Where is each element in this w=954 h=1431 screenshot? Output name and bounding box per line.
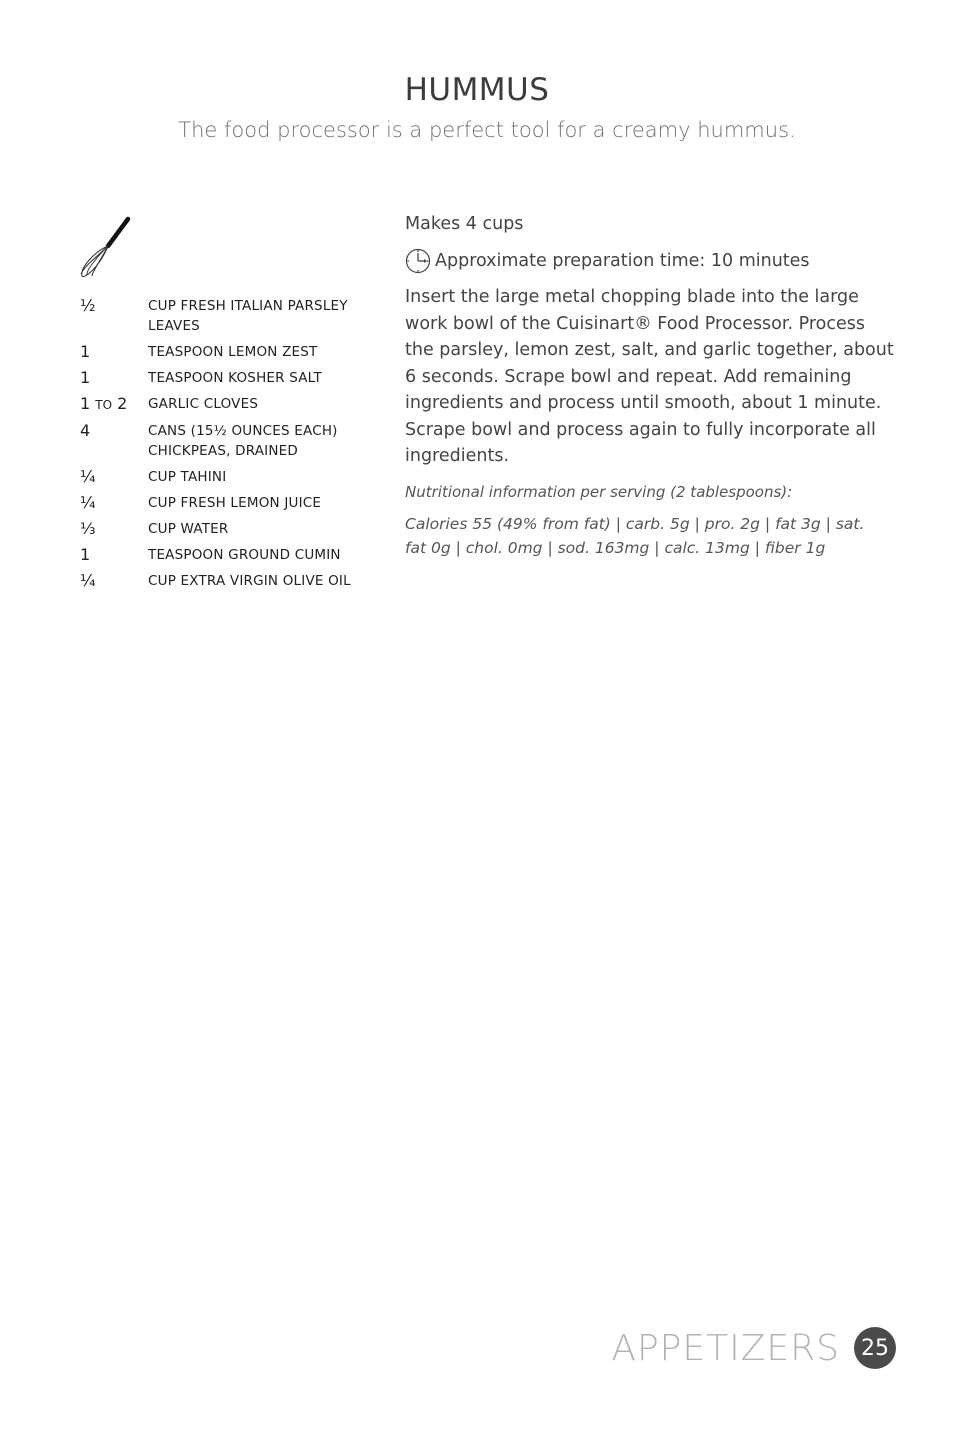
recipe-title: HUMMUS — [404, 72, 550, 108]
ingredient-row — [80, 368, 380, 388]
section-name: APPETIZERS — [611, 1327, 840, 1369]
ingredient-row — [80, 394, 380, 415]
ingredient-item: CUP TAHINI — [148, 469, 227, 485]
ingredient-qty: ⅓ — [80, 519, 96, 538]
ingredient-row — [80, 421, 380, 461]
ingredient-qty: ½ — [80, 296, 96, 315]
ingredient-row — [80, 342, 380, 362]
qty-min: 1 — [80, 394, 91, 413]
instructions: Insert the large metal chopping blade into the large work bowl of the Cuisinart® Food Processor. Process the parsley, lemon zest, salt, and garlic together, about 6 seconds. Scrape bowl and repeat. Add remaining ingredients and process until smooth, about 1 minute. Scrape bowl and process again to fully incorporate all ingredients. — [405, 287, 894, 466]
ingredient-item: CUP EXTRA VIRGIN OLIVE OIL — [148, 573, 351, 589]
ingredient-row — [80, 467, 380, 487]
ingredient-qty: 1 — [80, 545, 91, 564]
ingredient-item: CUP WATER — [148, 521, 229, 537]
ingredient-list — [80, 296, 380, 597]
ingredient-qty: 1 — [80, 368, 91, 387]
ingredient-item: GARLIC CLOVES — [148, 396, 259, 412]
ingredient-item: TEASPOON GROUND CUMIN — [148, 547, 341, 563]
page-number: 25 — [854, 1327, 896, 1369]
prep-time: Approximate preparation time: 10 minutes — [435, 251, 810, 271]
ingredient-row — [80, 571, 380, 591]
page-footer — [611, 1327, 896, 1369]
ingredient-item: TEASPOON KOSHER SALT — [148, 370, 322, 386]
ingredient-qty: 4 — [80, 421, 91, 440]
ingredient-qty: ¼ — [80, 571, 96, 590]
recipe-details — [405, 212, 895, 560]
whisk-icon — [78, 216, 134, 280]
yield: Makes 4 cups — [405, 214, 524, 234]
ingredient-qty: ¼ — [80, 467, 96, 486]
ingredient-item: CUP FRESH ITALIAN PARSLEY LEAVES — [148, 298, 348, 334]
ingredient-row — [80, 545, 380, 565]
ingredient-qty — [80, 394, 148, 415]
recipe-subtitle: The food processor is a perfect tool for a creamy hummus. — [178, 118, 796, 142]
ingredient-qty: 1 — [80, 342, 91, 361]
qty-to: TO — [95, 398, 113, 412]
ingredient-item: CUP FRESH LEMON JUICE — [148, 495, 322, 511]
ingredient-item: TEASPOON LEMON ZEST — [148, 344, 318, 360]
ingredient-row — [80, 296, 380, 336]
qty-max: 2 — [117, 394, 128, 413]
clock-icon — [405, 248, 431, 274]
ingredient-qty: ¼ — [80, 493, 96, 512]
ingredient-row — [80, 493, 380, 513]
nutrition-heading: Nutritional information per serving (2 tablespoons): — [405, 482, 793, 501]
ingredient-row — [80, 519, 380, 539]
prep-time-row — [405, 248, 895, 274]
nutrition-info: Calories 55 (49% from fat) | carb. 5g | pro. 2g | fat 3g | sat. fat 0g | chol. 0mg | sod. 163mg | calc. 13mg | fiber 1g — [405, 514, 865, 557]
ingredient-item: CANS (15½ OUNCES EACH) CHICKPEAS, DRAINED — [148, 423, 338, 459]
